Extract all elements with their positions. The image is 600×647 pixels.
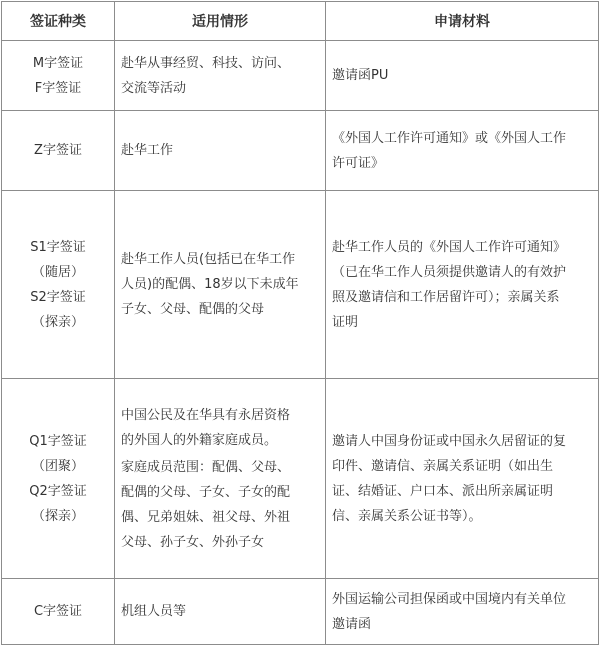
situation-line: 交流等活动	[121, 80, 187, 96]
visa-type-line: S2字签证	[30, 289, 86, 305]
situation-cell	[115, 41, 326, 111]
visa-type-line: Z字签证	[34, 143, 82, 158]
situation-line: 机组人员等	[121, 604, 187, 619]
visa-type-line: F字签证	[34, 80, 82, 96]
situation-line: 配偶的父母、子女、子女的配	[121, 484, 291, 500]
visa-type-line: C字签证	[33, 604, 83, 619]
table-row	[2, 41, 599, 111]
visa-type-line: （随居）	[31, 264, 84, 280]
header-visa-type: 签证种类	[2, 2, 115, 41]
situation-line: 偶、兄弟姐妹、祖父母、外祖	[121, 509, 291, 525]
header-row	[2, 2, 599, 41]
materials-line: （已在华工作人员须提供邀请人的有效护	[332, 264, 567, 280]
situation-line: 人员)的配偶、18岁以下未成年	[121, 277, 299, 292]
family-scope-paragraph	[121, 455, 319, 555]
table-row	[2, 191, 599, 379]
visa-type-cell	[2, 579, 115, 645]
situation-cell	[115, 379, 326, 579]
situation-line: 家庭成员范围：配偶、父母、	[121, 459, 291, 475]
table-row	[2, 579, 599, 645]
table-row	[2, 111, 599, 191]
materials-line: 《外国人工作许可通知》或《外国人工作	[332, 130, 567, 146]
visa-type-cell	[2, 191, 115, 379]
materials-line: 邀请人中国身份证或中国永久居留证的复	[332, 433, 567, 449]
situation-line: 中国公民及在华具有永居资格	[121, 407, 291, 423]
materials-cell	[326, 379, 599, 579]
situation-line: 赴华工作	[121, 143, 174, 158]
materials-cell	[326, 191, 599, 379]
situation-line: 子女、父母、配偶的父母	[121, 302, 265, 317]
situation-line: 赴华从事经贸、科技、访问、	[121, 55, 291, 71]
visa-type-cell	[2, 41, 115, 111]
visa-type-line: （团聚）	[31, 458, 84, 474]
visa-type-line: （探亲）	[31, 314, 84, 330]
visa-type-line: Q2字签证	[29, 483, 87, 499]
header-situation: 适用情形	[115, 2, 326, 41]
table-row	[2, 379, 599, 579]
visa-type-line: （探亲）	[31, 508, 84, 524]
situation-cell	[115, 191, 326, 379]
visa-type-cell	[2, 111, 115, 191]
visa-type-line: M字签证	[32, 55, 84, 71]
situation-cell	[115, 579, 326, 645]
materials-line: 印件、邀请信、亲属关系证明（如出生	[332, 458, 554, 474]
materials-line: 邀请函PU	[332, 68, 389, 83]
materials-line: 证、结婚证、户口本、派出所亲属证明	[332, 483, 554, 499]
materials-line: 信、亲属关系公证书等）。	[332, 508, 482, 524]
visa-type-cell	[2, 379, 115, 579]
materials-line: 许可证》	[332, 155, 385, 171]
visa-table	[1, 1, 599, 645]
visa-type-line: Q1字签证	[29, 433, 87, 449]
situation-line: 赴华工作人员(包括已在华工作	[121, 252, 296, 267]
visa-type-line: S1字签证	[30, 239, 86, 255]
situation-line: 的外国人的外籍家庭成员。	[121, 432, 278, 448]
materials-line: 照及邀请信和工作居留许可）；亲属关系	[332, 289, 560, 305]
materials-cell	[326, 111, 599, 191]
situation-paragraph	[121, 403, 319, 453]
materials-cell	[326, 41, 599, 111]
materials-line: 赴华工作人员的《外国人工作许可通知》	[332, 239, 567, 255]
situation-line: 父母、孙子女、外孙子女	[121, 534, 265, 550]
situation-cell	[115, 111, 326, 191]
materials-line: 外国运输公司担保函或中国境内有关单位	[332, 591, 567, 607]
materials-cell	[326, 579, 599, 645]
header-materials: 申请材料	[326, 2, 599, 41]
materials-line: 证明	[332, 314, 359, 330]
materials-line: 邀请函	[332, 616, 372, 632]
